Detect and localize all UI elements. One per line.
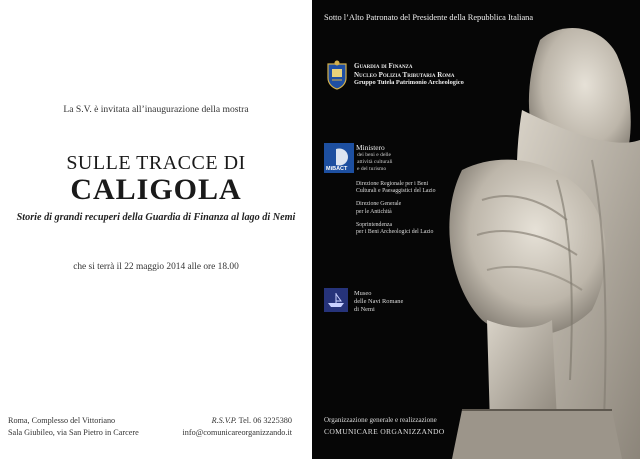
museo-line-3: di Nemi bbox=[354, 306, 375, 313]
organizer-company: COMUNICARE ORGANIZZANDO bbox=[324, 427, 445, 436]
invitation-left-panel bbox=[0, 0, 312, 459]
mibact-logo-icon bbox=[324, 143, 354, 173]
patronage-line: Sotto l’Alto Patronato del Presidente della Repubblica Italiana bbox=[324, 13, 534, 22]
gdf-line-1: Guardia di Finanza bbox=[354, 62, 413, 70]
guardia-di-finanza-emblem-icon bbox=[326, 60, 348, 90]
gdf-line-3: Gruppo Tutela Patrimonio Archeologico bbox=[354, 79, 464, 86]
directorate-line: Soprintendenza bbox=[356, 221, 393, 228]
museo-line-2: delle Navi Romane bbox=[354, 298, 404, 305]
mibact-sub-1: dei beni e delle bbox=[357, 152, 392, 158]
mibact-sub-2: attività culturali bbox=[357, 159, 393, 165]
directorate-line: Direzione Generale bbox=[356, 201, 402, 208]
rsvp-block bbox=[183, 415, 292, 439]
directorate-line: per i Beni Archeologici del Lazio bbox=[356, 229, 434, 236]
museo-text bbox=[354, 290, 454, 314]
event-date: che si terrà il 22 maggio 2014 alle ore 18.00 bbox=[73, 262, 239, 272]
gdf-line-2: Nucleo Polizia Tributaria Roma bbox=[354, 70, 455, 79]
museo-ship-logo-icon bbox=[324, 288, 348, 312]
guardia-di-finanza-text bbox=[354, 62, 554, 88]
exhibition-title-line2: CALIGOLA bbox=[70, 173, 242, 206]
directorate-item bbox=[356, 201, 516, 215]
directorate-item bbox=[356, 181, 516, 195]
mibact-title: Ministero bbox=[356, 143, 385, 152]
directorate-line: per le Antichità bbox=[356, 208, 392, 215]
directorate-item bbox=[356, 222, 516, 236]
rsvp-email: info@comunicareorganizzando.it bbox=[182, 428, 292, 437]
rsvp-tel: Tel. 06 3225380 bbox=[238, 416, 292, 425]
mibact-subtitle bbox=[357, 152, 457, 173]
directorate-line: Direzione Regionale per i Beni bbox=[356, 181, 429, 187]
exhibition-title-line1: SULLE TRACCE DI bbox=[66, 152, 246, 174]
invitation-right-panel bbox=[312, 0, 640, 459]
address-line-2: Sala Giubileo, via San Pietro in Carcere bbox=[8, 428, 139, 437]
museo-line-1: Museo bbox=[354, 290, 372, 297]
venue-address bbox=[8, 415, 139, 439]
invitation-line: La S.V. è invitata all’inaugurazione della mostra bbox=[63, 104, 249, 115]
rsvp-label: R.S.V.P. bbox=[211, 416, 237, 425]
directorates-list bbox=[356, 181, 516, 242]
mibact-sub-3: e del turismo bbox=[357, 166, 387, 172]
organizer-label: Organizzazione generale e realizzazione bbox=[324, 416, 437, 424]
exhibition-subtitle: Storie di grandi recuperi della Guardia di Finanza al lago di Nemi bbox=[16, 212, 296, 223]
rsvp-phone-line bbox=[183, 415, 292, 427]
organizer-block bbox=[324, 415, 445, 437]
directorate-line: Culturali e Paesaggistici del Lazio bbox=[356, 188, 436, 195]
mibact-logo-text: MiBACT bbox=[326, 166, 348, 172]
address-line-1: Roma, Complesso del Vittoriano bbox=[8, 416, 116, 425]
